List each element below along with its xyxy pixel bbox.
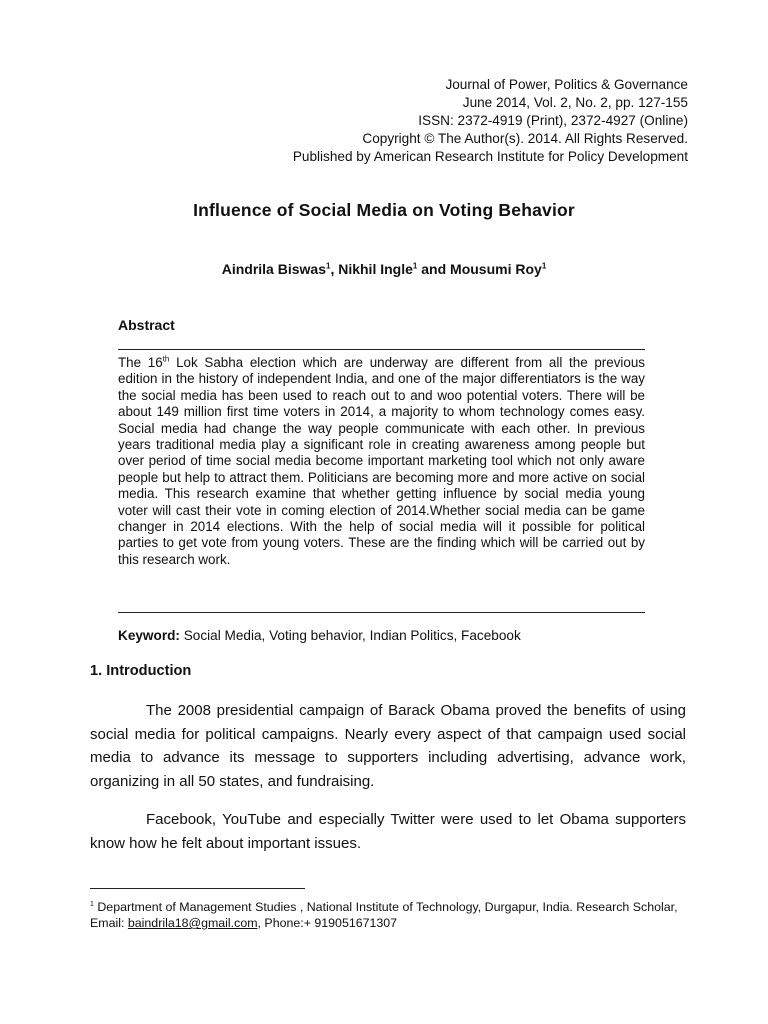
keywords-text: Social Media, Voting behavior, Indian Politics, Facebook <box>179 628 521 643</box>
author-affiliation-mark: 1 <box>325 261 331 271</box>
author-list <box>0 261 768 277</box>
author-name: Nikhil Ingle <box>338 261 413 277</box>
footnote-text-end: , Phone:+ 919051671307 <box>257 916 398 931</box>
abstract-top-rule <box>118 349 645 350</box>
journal-name: Journal of Power, Politics & Governance <box>445 77 688 92</box>
body-paragraph: Facebook, YouTube and especially Twitter were used to let Obama supporters know how he felt about important issues. <box>90 811 686 852</box>
ordinal-suffix: th <box>162 354 170 364</box>
author-name: Mousumi Roy <box>450 261 542 277</box>
body-paragraph: The 2008 presidential campaign of Barack Obama proved the benefits of using social media for political campaigns. Nearly every aspect of that campaign used social media to advance its message to supporters including advertising, advance work, organizing in all 50 states, and fundraising. <box>90 702 686 790</box>
abstract-heading: Abstract <box>118 317 175 333</box>
journal-issn: ISSN: 2372-4919 (Print), 2372-4927 (Online) <box>418 113 688 128</box>
author-affiliation-mark: 1 <box>412 261 418 271</box>
paper-title: Influence of Social Media on Voting Behavior <box>193 200 575 220</box>
journal-publisher: Published by American Research Institute for Policy Development <box>292 149 688 164</box>
footnote-rule <box>90 888 305 889</box>
email-link[interactable]: baindrila18@gmail.com <box>127 916 258 931</box>
author-separator: , <box>330 261 339 277</box>
keywords <box>118 628 521 643</box>
abstract-lead: The 16 <box>118 355 163 370</box>
journal-issue: June 2014, Vol. 2, No. 2, pp. 127-155 <box>462 95 688 110</box>
footnote <box>90 897 680 931</box>
author-affiliation-mark: 1 <box>541 261 547 271</box>
footnote-text: Department of Management Studies , National Institute of Technology, Durgapur, India. Research Scholar, Email: <box>90 900 678 931</box>
journal-copyright: Copyright © The Author(s). 2014. All Rights Reserved. <box>362 131 688 146</box>
section-heading-introduction: 1. Introduction <box>90 663 192 679</box>
abstract-body-text: Lok Sabha election which are underway are different from all the previous edition in the history of independent India, and one of the major differentiators is the way the social media has been used to reach out to and woo potential voters. There will be about 149 million first time voters in 2014, a majority to whom technology comes easy. Social media had change the way people communicate with each other. In previous years traditional media play a significant role in creating awareness among people but over period of time social media become important marketing tool which not only aware people but help to attract them. Politicians are becoming more and more active on social media. This research examine that whether getting influence by social media young voter will cast their vote in coming election of 2014.Whether social media can be game changer in 2014 elections. With the help of social media will it possible for political parties to get vote from young voters. These are the finding which will be carried out by this research work. <box>118 355 645 567</box>
author-separator: and <box>417 261 451 277</box>
author-name: Aindrila Biswas <box>221 261 326 277</box>
journal-header <box>293 76 688 166</box>
abstract-bottom-rule <box>118 612 645 613</box>
keywords-label: Keyword: <box>118 628 180 643</box>
footnote-mark: 1 <box>90 901 94 908</box>
abstract-text <box>118 355 645 568</box>
